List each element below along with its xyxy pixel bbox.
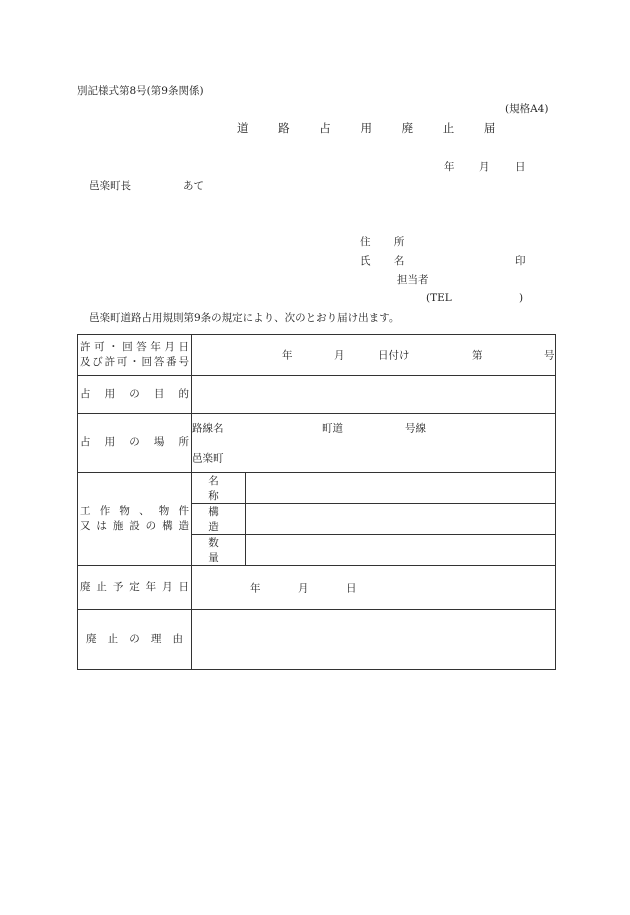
date-day-label: 日 — [515, 161, 526, 173]
abolish-month: 月 — [298, 582, 309, 594]
paper-size-note: (規格A4) — [505, 103, 549, 115]
abolish-day: 日 — [346, 582, 357, 594]
permit-year: 年 — [282, 349, 293, 362]
reason-label: 廃止の理由 — [78, 610, 192, 670]
place-row — [78, 414, 556, 473]
permit-label — [78, 335, 192, 376]
notification-table — [77, 334, 556, 670]
structure-struct-value — [246, 504, 556, 535]
structure-label-line2: 又は施設の構造 — [80, 520, 189, 532]
structure-struct-label: 構 造 — [192, 504, 246, 535]
address-label: 住 所 — [360, 236, 415, 248]
structure-name-label: 名 称 — [192, 473, 246, 504]
purpose-row — [78, 376, 556, 414]
place-label: 占用の場所 — [78, 414, 192, 473]
structure-qty-value — [246, 535, 556, 566]
form-number: 別記様式第8号(第9条関係) — [77, 85, 204, 97]
structure-qty-label: 数 量 — [192, 535, 246, 566]
intro-statement: 邑楽町道路占用規則第9条の規定により、次のとおり届け出ます。 — [89, 312, 400, 324]
name-label: 氏 名 — [360, 255, 415, 267]
date-month-label: 月 — [479, 161, 490, 173]
structure-label-line1: 工作物、物件 — [80, 504, 189, 517]
tel-open: (TEL — [426, 292, 452, 304]
date-year-label: 年 — [444, 161, 455, 173]
reason-row — [78, 610, 556, 670]
permit-label-line1: 許可・回答年月日 — [80, 340, 189, 353]
place-town-road: 町道 — [322, 422, 343, 435]
tel-close: ) — [519, 292, 524, 304]
permit-value — [192, 335, 556, 376]
purpose-label: 占用の目的 — [78, 376, 192, 414]
abolish-date-label: 廃止予定年月日 — [78, 566, 192, 610]
place-route-line: 号線 — [405, 422, 426, 435]
structure-row-name — [78, 473, 556, 504]
structure-label — [78, 473, 192, 566]
seal-mark: 印 — [515, 255, 526, 267]
abolish-date-row — [78, 566, 556, 610]
permit-label-line2: 及び許可・回答番号 — [80, 356, 189, 368]
addressee-honorific: あて — [183, 180, 204, 192]
permit-dated: 日付け — [378, 349, 410, 362]
place-town: 邑楽町 — [192, 452, 224, 465]
permit-dai: 第 — [472, 349, 483, 362]
document-title: 道 路 占 用 廃 止 届 — [237, 121, 509, 135]
permit-month: 月 — [334, 349, 345, 362]
structure-name-value — [246, 473, 556, 504]
abolish-date-value — [192, 566, 556, 610]
addressee-name: 邑楽町長 — [89, 180, 131, 192]
contact-label: 担当者 — [397, 274, 429, 286]
permit-row — [78, 335, 556, 376]
abolish-year: 年 — [250, 582, 261, 594]
purpose-value — [192, 376, 556, 414]
place-route-name: 路線名 — [192, 422, 224, 435]
reason-value — [192, 610, 556, 670]
permit-go: 号 — [544, 349, 555, 362]
place-value — [192, 414, 556, 473]
